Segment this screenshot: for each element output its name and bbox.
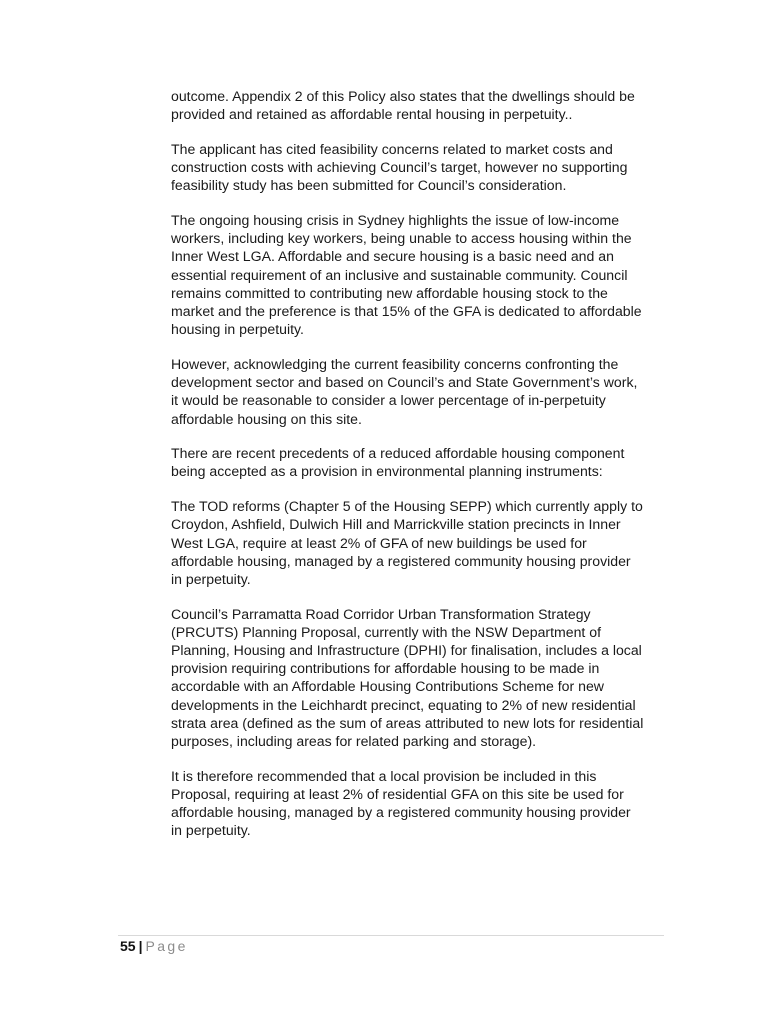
page-footer <box>120 937 188 955</box>
paragraph-recent-precedents: There are recent precedents of a reduced affordable housing component being accepted as a provision in environmental planning instruments: <box>171 445 625 480</box>
paragraph-lower-percentage: However, acknowledging the current feasibility concerns confronting the development sector and based on Council’s and State Government’s work, it would be reasonable to consider a lower percentage of in-perpetuity affordable housing on this site. <box>171 355 638 427</box>
paragraph-feasibility-concerns: The applicant has cited feasibility concerns related to market costs and construction costs with achieving Council’s target, however no supporting feasibility study has been submitted for Council’s consideration. <box>171 140 628 194</box>
body-text <box>171 87 671 856</box>
page-label: Page <box>145 938 188 954</box>
paragraph-tod-reforms: The TOD reforms (Chapter 5 of the Housing SEPP) which currently apply to Croydon, Ashfield, Dulwich Hill and Marrickville station precincts in Inner West LGA, require at least 2% of GFA of new buildings be used for affordable housing, managed by a registered community housing provider in perpetuity. <box>171 498 643 587</box>
paragraph-housing-crisis: The ongoing housing crisis in Sydney highlights the issue of low-income workers, including key workers, being unable to access housing within the Inner West LGA. Affordable and secure housing is a basic need and an essential requirement of an inclusive and sustainable community. Council remains committed to contributing new affordable housing stock to the market and the preference is that 15% of the GFA is dedicated to affordable housing in perpetuity. <box>171 212 642 338</box>
page-number: 55 <box>120 938 136 954</box>
footer-separator: | <box>138 938 143 954</box>
paragraph-prcuts-proposal: Council’s Parramatta Road Corridor Urban Transformation Strategy (PRCUTS) Planning Proposal, currently with the NSW Department of Planning, Housing and Infrastructure (DPHI) for finalisation, includes a local provision requiring contributions for affordable housing to be made in accordable with an Affordable Housing Contributions Scheme for new developments in the Leichhardt precinct, equating to 2% of new residential strata area (defined as the sum of areas attributed to new lots for residential purposes, including areas for related parking and storage). <box>171 605 644 750</box>
paragraph-recommendation: It is therefore recommended that a local provision be included in this Proposal, requiring at least 2% of residential GFA on this site be used for affordable housing, managed by a registered community housing provider in perpetuity. <box>171 767 631 839</box>
paragraph-appendix-outcome: outcome. Appendix 2 of this Policy also states that the dwellings should be provided and retained as affordable rental housing in perpetuity.. <box>171 88 635 123</box>
footer-divider <box>118 935 664 936</box>
